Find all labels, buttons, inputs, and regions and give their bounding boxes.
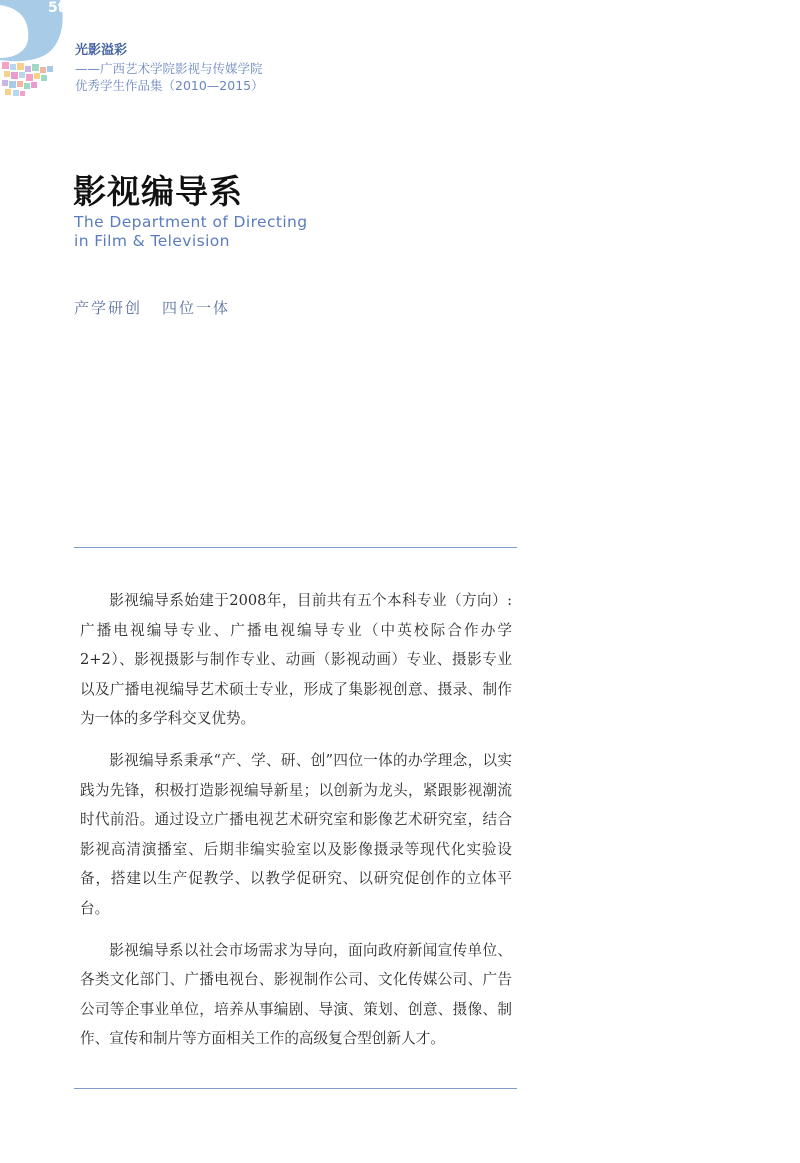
- anniversary-logo-icon: [0, 0, 75, 100]
- slogan: [74, 297, 230, 318]
- department-title: 影视编导系: [73, 172, 243, 211]
- paragraph-2: 影视编导系秉承“产、学、研、创”四位一体的办学理念，以实践为先锋，积极打造影视编导新星；以创新为龙头，紧跟影视潮流时代前沿。通过设立广播电视艺术研究室和影像艺术研究室，结合影视高清演播室、后期非编实验室以及影像摄录等现代化实验设备，搭建以生产促教学、以教学促研究、以研究促创作的立体平台。: [80, 751, 512, 917]
- description-body: [80, 586, 512, 1066]
- title-en-line2: in Film & Television: [74, 232, 230, 250]
- department-title-english: [74, 213, 308, 251]
- divider-bottom: [74, 1088, 517, 1089]
- book-header: [75, 42, 264, 94]
- paragraph-1: 影视编导系始建于2008年，目前共有五个本科专业（方向）:广播电视编导专业、广播电视编导专业（中英校际合作办学2+2）、影视摄影与制作专业、动画（影视动画）专业、摄影专业以及广播电视编导艺术硕士专业，形成了集影视创意、摄录、制作为一体的多学科交叉优势。: [80, 592, 512, 728]
- book-subtitle-line2: 优秀学生作品集（2010—2015）: [75, 78, 264, 93]
- divider-top: [74, 547, 517, 548]
- book-subtitle-line1: ——广西艺术学院影视与传媒学院: [75, 61, 263, 76]
- title-en-line1: The Department of Directing: [74, 213, 308, 231]
- slogan-part1: 产学研创: [74, 299, 143, 317]
- logo-text: 5th: [48, 0, 75, 16]
- book-brand: 光影溢彩: [75, 43, 128, 58]
- slogan-part2: 四位一体: [162, 299, 231, 317]
- paragraph-3: 影视编导系以社会市场需求为导向，面向政府新闻宣传单位、各类文化部门、广播电视台、影视制作公司、文化传媒公司、广告公司等企事业单位，培养从事编剧、导演、策划、创意、摄像、制作、宣传和制片等方面相关工作的高级复合型创新人才。: [80, 941, 512, 1048]
